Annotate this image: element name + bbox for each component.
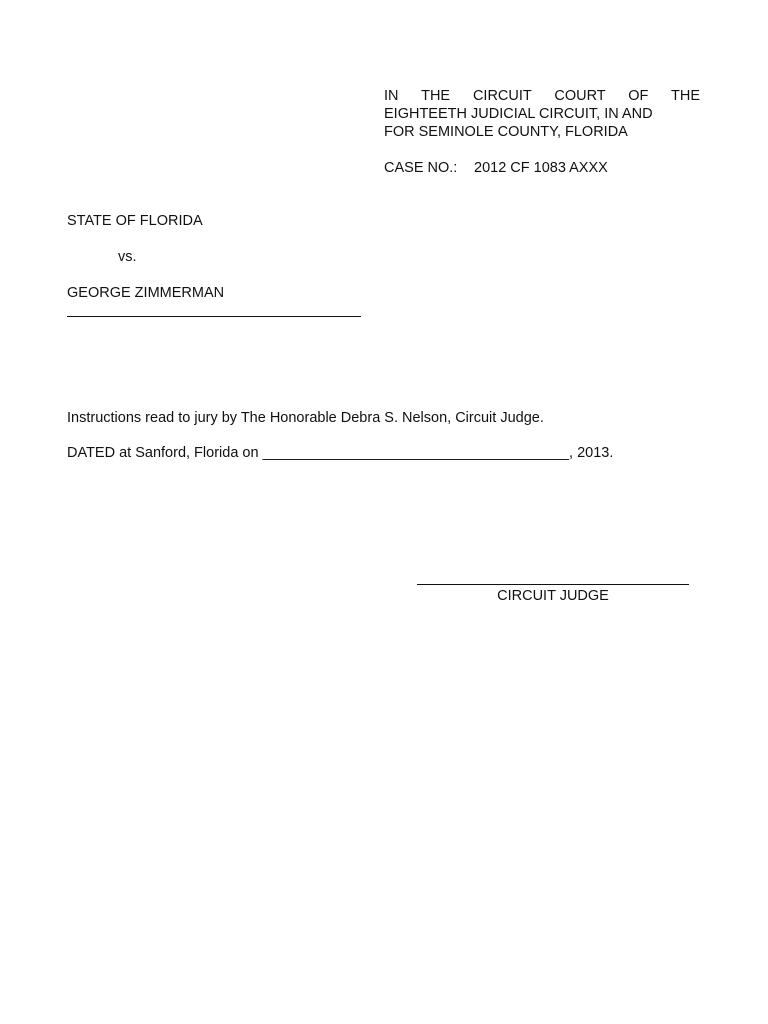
case-number-label: CASE NO.:	[384, 160, 458, 176]
court-caption-line-2: EIGHTEETH JUDICIAL CIRCUIT, IN AND	[384, 106, 653, 122]
case-number-value: 2012 CF 1083 AXXX	[474, 160, 608, 176]
versus-label: vs.	[118, 249, 137, 265]
court-caption-line-1: IN THE CIRCUIT COURT OF THE	[384, 88, 700, 104]
signature-line	[417, 584, 689, 585]
signature-title: CIRCUIT JUDGE	[497, 588, 609, 604]
instructions-statement: Instructions read to jury by The Honorable Debra S. Nelson, Circuit Judge.	[67, 410, 544, 426]
dated-statement: DATED at Sanford, Florida on ______________________________________, 2013.	[67, 445, 614, 461]
court-caption	[384, 87, 700, 141]
court-caption-line-3: FOR SEMINOLE COUNTY, FLORIDA	[384, 124, 628, 140]
plaintiff-name: STATE OF FLORIDA	[67, 213, 203, 229]
defendant-name: GEORGE ZIMMERMAN	[67, 285, 225, 301]
case-number-row	[384, 159, 608, 177]
caption-underline	[67, 316, 361, 317]
